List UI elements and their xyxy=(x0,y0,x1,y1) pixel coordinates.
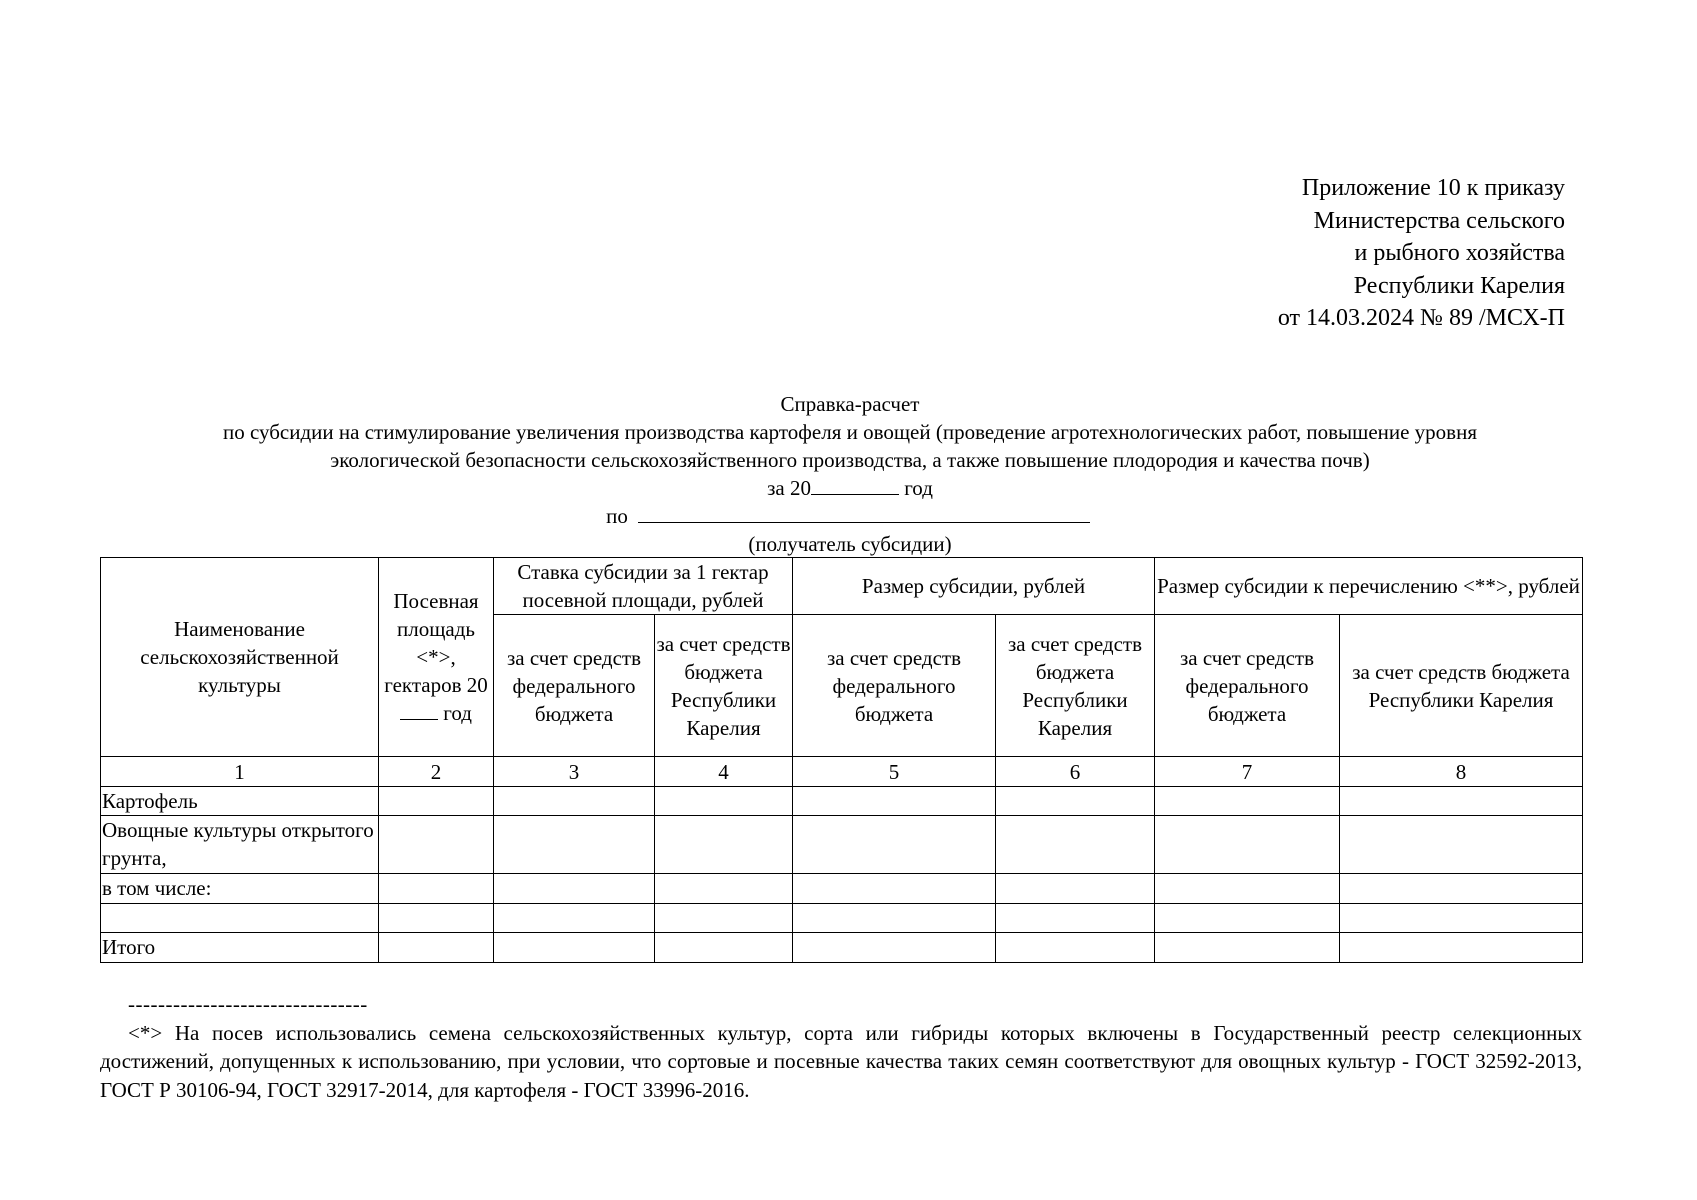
table-cell xyxy=(793,874,996,904)
column-number: 8 xyxy=(1340,757,1583,787)
footnote-separator: -------------------------------- xyxy=(128,992,368,1016)
table-cell xyxy=(379,933,494,963)
subheader-federal: за счет средств федерального бюджета xyxy=(1155,615,1340,757)
row-name: Итого xyxy=(101,933,379,963)
appendix-line: Министерства сельского xyxy=(1313,207,1565,234)
table-cell xyxy=(379,874,494,904)
table-row xyxy=(101,874,1583,904)
table-cell xyxy=(379,816,494,874)
document-subtitle-line: по субсидии на стимулирование увеличения производства картофеля и овощей (проведение агротехнологических работ, повышение уровня xyxy=(222,420,1477,444)
table-cell xyxy=(494,787,655,816)
table-row xyxy=(101,904,1583,933)
appendix-block xyxy=(1278,172,1565,335)
table-cell xyxy=(793,933,996,963)
table-cell xyxy=(494,816,655,874)
appendix-line: от 14.03.2024 № 89 /МСХ-П xyxy=(1277,305,1565,331)
table-cell xyxy=(1155,816,1340,874)
header-size-group: Размер субсидии, рублей xyxy=(793,558,1155,615)
subheader-republic: за счет средств бюджета Республики Карелия xyxy=(996,615,1155,757)
table-cell xyxy=(494,874,655,904)
recipient-caption: (получатель субсидии) xyxy=(748,532,952,556)
header-crop-name: Наименование сельскохозяйственной культуры xyxy=(101,558,379,757)
table-cell xyxy=(1340,874,1583,904)
column-number-row xyxy=(101,757,1583,787)
column-number: 4 xyxy=(655,757,793,787)
appendix-line: и рыбного хозяйства xyxy=(1354,240,1565,266)
table-cell xyxy=(655,933,793,963)
table-cell xyxy=(1155,874,1340,904)
year-blank-field xyxy=(811,476,899,495)
header-rate-group: Ставка субсидии за 1 гектар посевной площади, рублей xyxy=(494,558,793,615)
table-cell xyxy=(379,904,494,933)
appendix-line: Республики Карелия xyxy=(1353,272,1565,299)
footnote-text: <*> На посев использовались семена сельскохозяйственных культур, сорта или гибриды которых включены в Государственный реестр селекционных достижений, допущенных к использованию, при условии, что сортовые и посевные качества таких семян соответствуют для овощных культур - ГОСТ 32592-2013, ГОСТ Р 30106-94, ГОСТ 32917-2014, для картофеля - ГОСТ 33996-2016. xyxy=(100,1020,1582,1102)
table-cell xyxy=(655,787,793,816)
document-title: Справка-расчет xyxy=(780,392,920,416)
table-row xyxy=(101,787,1583,816)
table-cell xyxy=(996,874,1155,904)
year-suffix: год xyxy=(904,476,933,500)
row-name: в том числе: xyxy=(101,874,379,904)
column-number: 1 xyxy=(101,757,379,787)
table-cell xyxy=(793,816,996,874)
table-cell xyxy=(494,933,655,963)
subheader-federal: за счет средств федерального бюджета xyxy=(793,615,996,757)
year-row xyxy=(100,474,1600,502)
recipient-prefix: по xyxy=(606,504,628,528)
recipient-blank-field xyxy=(638,504,1090,523)
header-sown-area: Посевная площадь <*>, гектаров 20 год xyxy=(379,558,494,757)
table-row-total xyxy=(101,933,1583,963)
table-cell xyxy=(655,816,793,874)
footnotes xyxy=(100,990,1582,1104)
subheader-federal: за счет средств федерального бюджета xyxy=(494,615,655,757)
subsidy-table xyxy=(100,557,1583,963)
table-cell xyxy=(655,904,793,933)
table-cell xyxy=(1155,787,1340,816)
year-prefix: за 20 xyxy=(767,476,811,500)
table-cell xyxy=(1155,933,1340,963)
table-cell xyxy=(996,787,1155,816)
subheader-republic: за счет средств бюджета Республики Карелия xyxy=(655,615,793,757)
appendix-line: Приложение 10 к приказу xyxy=(1301,175,1565,201)
table-cell xyxy=(1155,904,1340,933)
table-cell xyxy=(379,787,494,816)
column-number: 6 xyxy=(996,757,1155,787)
table-cell xyxy=(996,904,1155,933)
subheader-republic: за счет средств бюджета Республики Карелия xyxy=(1340,615,1583,757)
row-name: Овощные культуры открытого грунта, xyxy=(101,816,379,874)
table-cell xyxy=(793,787,996,816)
table-cell xyxy=(494,904,655,933)
table-cell xyxy=(793,904,996,933)
table-cell xyxy=(655,874,793,904)
header-transfer-group: Размер субсидии к перечислению <**>, рублей xyxy=(1155,558,1583,615)
table-cell xyxy=(1340,933,1583,963)
area-year-blank xyxy=(400,701,438,720)
table-cell xyxy=(1340,787,1583,816)
column-number: 5 xyxy=(793,757,996,787)
table-row xyxy=(101,816,1583,874)
column-number: 3 xyxy=(494,757,655,787)
row-name: Картофель xyxy=(101,787,379,816)
table-cell xyxy=(996,933,1155,963)
row-name xyxy=(101,904,379,933)
table-cell xyxy=(1340,904,1583,933)
table-header-row xyxy=(101,558,1583,615)
table-cell xyxy=(1340,816,1583,874)
column-number: 2 xyxy=(379,757,494,787)
document-subtitle-line: экологической безопасности сельскохозяйственного производства, а также повышение плодородия и качества почв) xyxy=(330,448,1370,472)
recipient-row xyxy=(98,502,1598,530)
table-cell xyxy=(996,816,1155,874)
column-number: 7 xyxy=(1155,757,1340,787)
title-block xyxy=(100,390,1600,558)
